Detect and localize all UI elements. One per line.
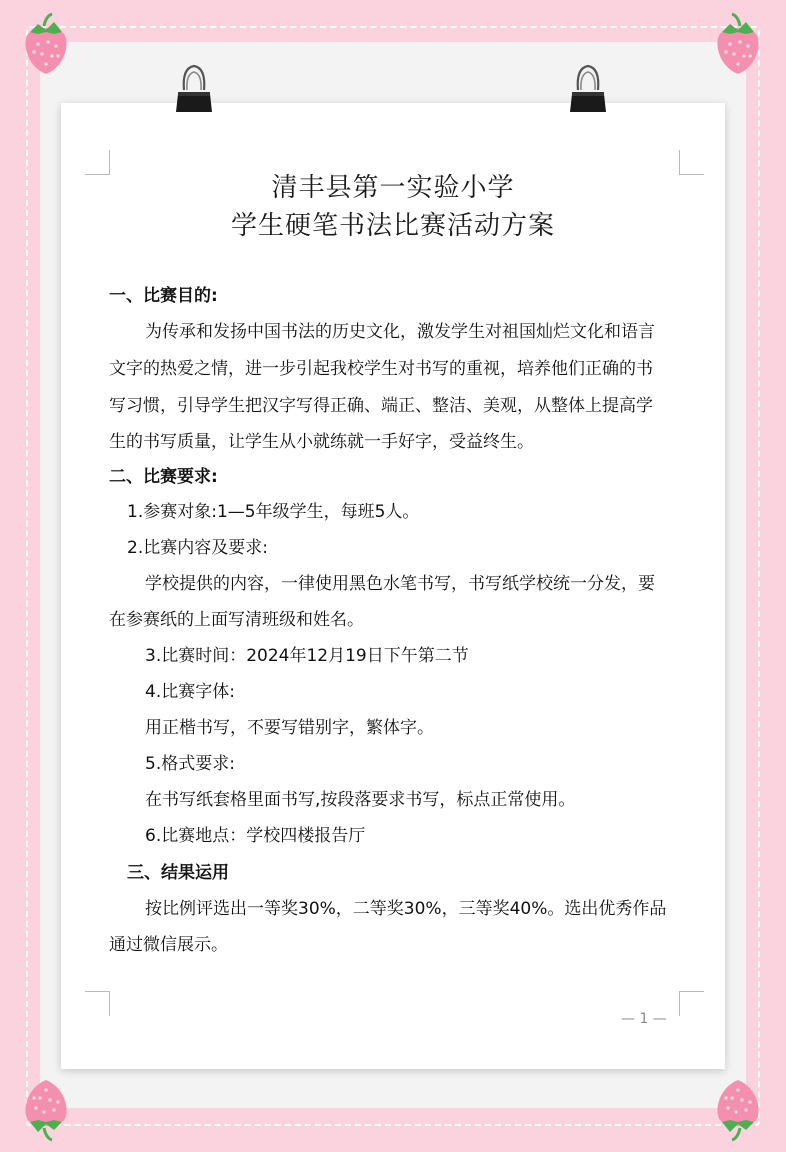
body-line: 用正楷书写，不要写错别字，繁体字。: [145, 718, 434, 738]
strawberry-icon: [16, 1076, 76, 1142]
section-heading: 三、结果运用: [127, 863, 229, 883]
page-number: — 1 —: [621, 1011, 667, 1027]
body-line: 为传承和发扬中国书法的历史文化，激发学生对祖国灿烂文化和语言: [145, 322, 655, 342]
list-item: 6.比赛地点：学校四楼报告厅: [145, 826, 366, 846]
corner-mark-bottom-left: [85, 991, 110, 1016]
body-line: 在书写纸套格里面书写,按段落要求书写，标点正常使用。: [145, 790, 576, 810]
binder-clip-icon: [174, 62, 214, 112]
section-heading: 一、比赛目的:: [109, 286, 218, 306]
list-item: 5.格式要求:: [145, 754, 235, 774]
document-page: [61, 103, 725, 1069]
list-item: 1.参赛对象:1—5年级学生，每班5人。: [127, 502, 420, 522]
body-line: 在参赛纸的上面写清班级和姓名。: [109, 610, 364, 630]
strawberry-icon: [708, 12, 768, 78]
section-heading: 二、比赛要求:: [109, 467, 218, 487]
body-line: 通过微信展示。: [109, 935, 228, 955]
body-line: 写习惯，引导学生把汉字写得正确、端正、整洁、美观，从整体上提高学: [109, 396, 653, 416]
document-title-line-1: 清丰县第一实验小学: [271, 173, 515, 203]
body-line: 按比例评选出一等奖30%，二等奖30%，三等奖40%。选出优秀作品: [145, 899, 667, 919]
body-line: 生的书写质量，让学生从小就练就一手好字，受益终生。: [109, 432, 534, 452]
list-item: 3.比赛时间：2024年12月19日下午第二节: [145, 646, 469, 666]
body-line: 学校提供的内容，一律使用黑色水笔书写，书写纸学校统一分发，要: [145, 574, 655, 594]
strawberry-icon: [708, 1076, 768, 1142]
binder-clip-icon: [568, 62, 608, 112]
corner-mark-bottom-right: [679, 991, 704, 1016]
body-line: 文字的热爱之情，进一步引起我校学生对书写的重视，培养他们正确的书: [109, 359, 653, 379]
strawberry-icon: [16, 12, 76, 78]
list-item: 2.比赛内容及要求:: [127, 538, 268, 558]
document-title-line-2: 学生硬笔书法比赛活动方案: [230, 211, 555, 241]
list-item: 4.比赛字体:: [145, 682, 235, 702]
